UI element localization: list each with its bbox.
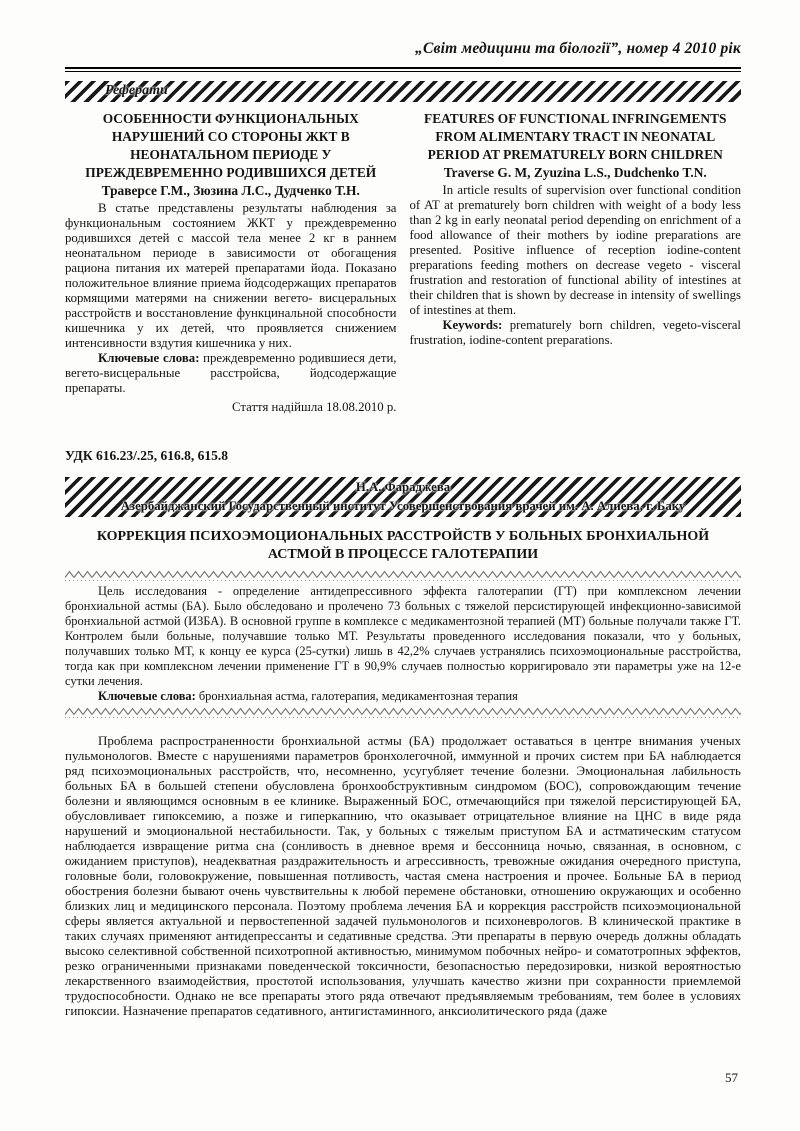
article2-body: Проблема распространенности бронхиальной астмы (БА) продолжает оставаться в центре внимания ученых пульмонологов. Вместе с нарушениями параметров бронхолегочной, иммунной и прочих систем при БА наблюдается ряд психоэмоциональных расстройств, что, несомненно, усугубляет течение болезни. Эмоциональная лабильность больных БА в большей степени обусловлена бронхообструктивным синдромом (БОС), сопровождающим течение болезни и являющимся основным в ее клинике. Выраженный БОС, отмечающийся при тяжелой персистирующей БА, обусловливает гипоксемию, а позже и гиперкапнию, что оказывает отрицательное влияние на ЦНС в виде ряда нарушений и эмоциональной нестабильности. Так, у больных с тяжелым приступом БА и астматическим статусом наблюдается извращение ритма сна (сонливость в дневное время и бессонница ночью, связанная, в основном, с ожиданием приступов), неадекватная раздражительность и агрессивность, тревожные ожидания очередного приступа, головные боли, головокружение, повышенная потливость, частая смена настроения и прочее. Больные БА в период обострения болезни бывают очень чувствительны к любой перемене обстановки, отношению окружающих и особенно близких лиц и медицинского персонала. Поэтому проблема лечения БА и коррекция расстройств психоэмоциональной сферы является актуальной и первостепенной задачей пульмонологов и психоневрологов. В клинической практике в таких случаях применяют антидепрессанты и седативные средства. Эти препараты в первую очередь должны обладать высоко селективной собственной психотропной активностью, минимумом побочных нейро- и соматотропных эффектов, резко ограниченными признаками поведенческой токсичности, безопасностью передозировки, низкой вероятностью лекарственного взаимодействия, простотой использования, улучшать качество жизни при сохранности приемлемой трудоспособности. Однако не все препараты этого ряда отвечают предъявляемым требованиям, тем более в условиях гипоксии. Назначение препаратов седативного, антигистаминного, анксиолитического ряда (даже	[65, 733, 741, 1018]
article1-ru-authors: Траверсе Г.М., Зюзина Л.С., Дудченко Т.Н.	[101, 183, 360, 198]
header-rule	[65, 67, 741, 72]
article2-title: КОРРЕКЦИЯ ПСИХОЭМОЦИОНАЛЬНЫХ РАССТРОЙСТВ У БОЛЬНЫХ БРОНХИАЛЬНОЙ АСТМОЙ В ПРОЦЕССЕ ГАЛОТЕРАПИИ	[96, 529, 710, 562]
zigzag-divider-bottom	[65, 707, 741, 719]
keywords-label-en: Keywords:	[442, 318, 503, 332]
article2-abstract: Цель исследования - определение антидепрессивного эффекта галотерапии (ГТ) при комплексном лечении бронхиальной астмы (БА). Было обследовано и пролечено 73 больных с тяжелой персистирующей инфекционно-зависимой бронхиальной астмой (ИЗБА). В основной группе в комплексе с медикаментозной терапией (МТ) больные получали также ГТ. Контролем были больные, получавшие только МТ. Результаты проведенного исследования показали, что у больных, получавших только МТ, к концу ее курса (25-сутки) лишь в 42,2% случаев устранялись психоэмоциональные расстройства, тогда как при комплексном лечении применение ГТ в 90,9% случаев полностью корригировало эти параметры уже на 12-е сутки лечения.	[65, 584, 741, 688]
keywords-text-en: prematurely born children, vegeto-visceral frustration, iodine-content preparations.	[409, 318, 741, 347]
article2-affiliation: Азербайджанский Государственный институт Усовершенствования врачей им. А. Алиева, г. Баку	[120, 499, 686, 513]
page-number: 57	[725, 1070, 738, 1085]
article1-en-title: FEATURES OF FUNCTIONAL INFRINGEMENTS FROM ALIMENTARY TRACT IN NEONATAL PERIOD AT PREMATURELY BORN CHILDREN	[424, 111, 727, 162]
keywords-label-article2: Ключевые слова:	[98, 689, 196, 703]
article1-en-authors: Traverse G. M, Zyuzina L.S., Dudchenko T.N.	[443, 165, 707, 180]
keywords-text-ru: преждевременно родившиеся дети, вегето-висцеральные расстройсва, йодсодержащие препараты.	[65, 351, 397, 395]
article1-ru-title: ОСОБЕННОСТИ ФУНКЦИОНАЛЬНЫХ НАРУШЕНИЙ СО СТОРОНЫ ЖКТ В НЕОНАТАЛЬНОМ ПЕРИОДЕ У ПРЕЖДЕВРЕМЕННО РОДИВШИХСЯ ДЕТЕЙ	[85, 111, 377, 180]
journal-header: „Світ медицини та біології”, номер 4 2010 рік	[415, 40, 741, 57]
article2-keywords	[65, 689, 741, 704]
abstract-column-en	[410, 110, 742, 415]
abstract-column-ru	[65, 110, 397, 415]
abstract-columns	[65, 110, 741, 415]
article1-ru-abstract: В статье представлены результаты наблюдения за функциональным состоянием ЖКТ у преждевременно родившихся детей с массой тела менее 2 кг в раннем неонатальном периоде в зависимости от обогащения рациона питания их матерей препаратами йода. Показано положительное влияние приема йодсодержащих препаратов кормящими матерями на снижении вегето- висцеральных расстройств и восстановление функцинальной способности кишечника у их детей, что проявляется снижением интенсивности вздутия кишечника у них.	[65, 201, 397, 350]
keywords-label-ru: Ключевые слова:	[98, 351, 200, 365]
article1-en-keywords	[410, 318, 742, 348]
section-banner	[65, 81, 741, 102]
section-banner-label: Реферати	[105, 83, 168, 98]
zigzag-divider-top	[65, 570, 741, 582]
article2-author: Н.А. Фараджева	[355, 480, 451, 494]
article1-ru-keywords	[65, 351, 397, 396]
journal-page	[65, 40, 741, 1018]
udk-code: УДК 616.23/.25, 616.8, 615.8	[65, 448, 228, 463]
article1-en-abstract: In article results of supervision over functional condition of AT at prematurely born children with weight of a body less than 2 kg in early neonatal period depending on enrichment of a food allowance of their mothers by iodine preparations are presented. Positive influence of reception iodine-content preparations feeding mothers on decrease vegeto - visceral frustration and restoration of functional ability of intestines at their children that is shown by decrease in intensity of swellings of intestines at them.	[409, 183, 741, 317]
author-banner	[65, 477, 741, 517]
keywords-text-article2: бронхиальная астма, галотерапия, медикаментозная терапия	[195, 689, 518, 703]
article1-received-date: Стаття надійшла 18.08.2010 р.	[231, 400, 397, 414]
